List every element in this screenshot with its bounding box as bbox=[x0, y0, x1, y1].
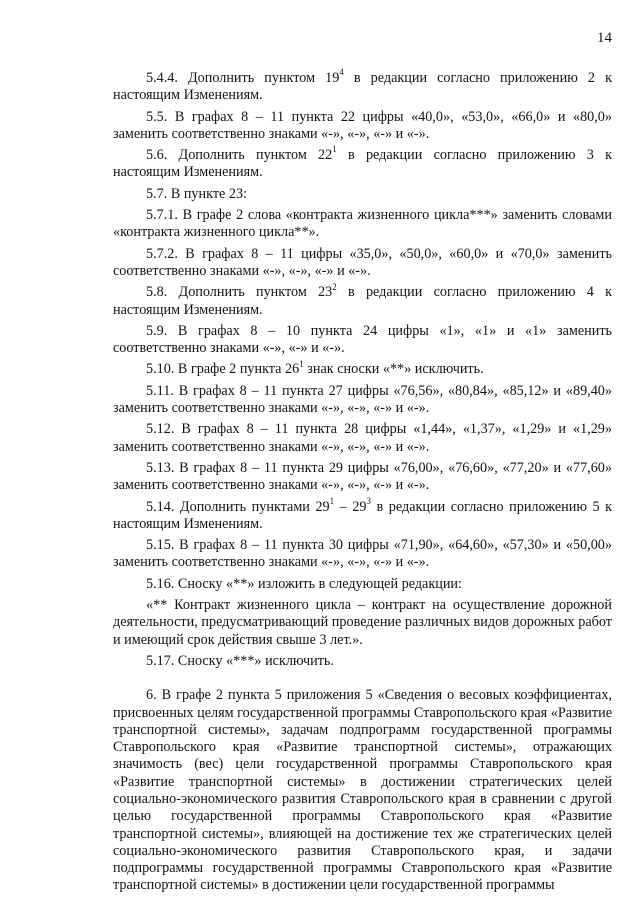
paragraph-text: 5.11. В графах 8 – 11 пункта 27 цифры «76,56», «80,84», «85,12» и «89,40» заменить соответственно знаками «-», «-», «-» и «-». bbox=[113, 382, 612, 417]
paragraph-text: в редакции согласно приложению 2 к настоящим Изменениям. bbox=[113, 70, 612, 104]
paragraph-text: 5.6. Дополнить пунктом 22 bbox=[146, 147, 333, 164]
paragraph bbox=[113, 460, 612, 495]
paragraph bbox=[113, 383, 612, 418]
paragraph-text: 5.5. В графах 8 – 11 пункта 22 цифры «40,0», «53,0», «66,0» и «80,0» заменить соответственно знаками «-», «-», «-» и «-». bbox=[113, 108, 612, 142]
paragraph bbox=[113, 358, 612, 378]
paragraph-text: 5.7. В пункте 23: bbox=[146, 185, 247, 202]
paragraph bbox=[113, 576, 612, 593]
paragraph-text: 5.8. Дополнить пунктом 23 bbox=[146, 284, 333, 301]
document-body bbox=[113, 67, 612, 899]
superscript: 2 bbox=[332, 281, 337, 292]
paragraph-text: в редакции согласно приложению 5 к настоящим Изменениям. bbox=[113, 498, 612, 532]
paragraph bbox=[113, 597, 612, 649]
paragraph bbox=[113, 246, 612, 281]
paragraph-text: в редакции согласно приложению 4 к настоящим Изменениям. bbox=[113, 284, 612, 318]
paragraph bbox=[113, 67, 612, 105]
paragraph-text: 5.13. В графах 8 – 11 пункта 29 цифры «76,00», «76,60», «77,20» и «77,60» заменить соответственно знаками «-», «-», «-» и «-». bbox=[113, 459, 612, 494]
superscript: 1 bbox=[299, 358, 304, 369]
superscript: 4 bbox=[339, 67, 344, 78]
paragraph-text: знак сноски «**» исключить. bbox=[303, 361, 484, 378]
paragraph-text: 6. В графе 2 пункта 5 приложения 5 «Сведения о весовых коэффициентах, присвоенных целям государственной программы Ставропольского края «Развитие транспортной системы», задачам подпрограмм государственной программы Ставропольского края «Развитие транспортной системы», отражающих значимость (вес) цели государственной программы Ставропольского края «Развитие транспортной системы» в достижении стратегических целей социально-экономического развития Ставропольского края в сравнении с другой целью государственной программы Ставропольского края «Развитие транспортной системы», влияющей на достижение тех же стратегических целей социально-экономического развития Ставропольского края, и задачи подпрограммы государственной программы Ставропольского края «Развитие транспортной системы» в достижении цели государственной программы bbox=[113, 687, 612, 894]
superscript: 1 bbox=[332, 144, 337, 155]
paragraph bbox=[113, 207, 612, 242]
page-number: 14 bbox=[597, 30, 612, 46]
paragraph bbox=[113, 281, 612, 319]
paragraph-text: 5.10. В графе 2 пункта 26 bbox=[146, 361, 300, 378]
paragraph bbox=[113, 653, 612, 670]
paragraph bbox=[113, 421, 612, 456]
paragraph bbox=[113, 144, 612, 182]
paragraph-text: 5.7.1. В графе 2 слова «контракта жизненного цикла***» заменить словами «контракта жизненного цикла**». bbox=[113, 207, 612, 241]
paragraph-text: 5.9. В графах 8 – 10 пункта 24 цифры «1», «1» и «1» заменить соответственно знаками «-», «-» и «-». bbox=[113, 322, 612, 357]
paragraph-text: 5.15. В графах 8 – 11 пункта 30 цифры «71,90», «64,60», «57,30» и «50,00» заменить соответственно знаками «-», «-», «-» и «-». bbox=[113, 537, 612, 571]
paragraph bbox=[113, 537, 612, 572]
paragraph bbox=[113, 109, 612, 144]
paragraph bbox=[113, 495, 612, 534]
paragraph-text: 5.12. В графах 8 – 11 пункта 28 цифры «1,44», «1,37», «1,29» и «1,29» заменить соответственно знаками «-», «-», «-» и «-». bbox=[113, 421, 612, 455]
paragraph bbox=[113, 687, 612, 895]
paragraph-text: в редакции согласно приложению 3 к настоящим Изменениям. bbox=[113, 147, 612, 181]
paragraph bbox=[113, 323, 612, 358]
paragraph-text: 5.7.2. В графах 8 – 11 цифры «35,0», «50,0», «60,0» и «70,0» заменить соответственно знаками «-», «-», «-» и «-». bbox=[113, 245, 612, 279]
paragraph-text: 5.14. Дополнить пунктами 29 bbox=[146, 498, 330, 515]
paragraph bbox=[113, 186, 612, 203]
paragraph-text: 5.16. Сноску «**» изложить в следующей редакции: bbox=[146, 575, 462, 592]
paragraph-text: 5.4.4. Дополнить пунктом 19 bbox=[146, 70, 340, 86]
paragraph-text: 5.17. Сноску «***» исключить. bbox=[146, 652, 334, 669]
paragraph-text: «** Контракт жизненного цикла – контракт на осуществление дорожной деятельности, предусматривающий проведение различных видов дорожных работ и имеющий срок действия свыше 3 лет.». bbox=[113, 597, 612, 648]
superscript: 1 bbox=[329, 495, 335, 506]
superscript: 3 bbox=[366, 495, 372, 506]
paragraph-text: – 29 bbox=[334, 498, 367, 515]
